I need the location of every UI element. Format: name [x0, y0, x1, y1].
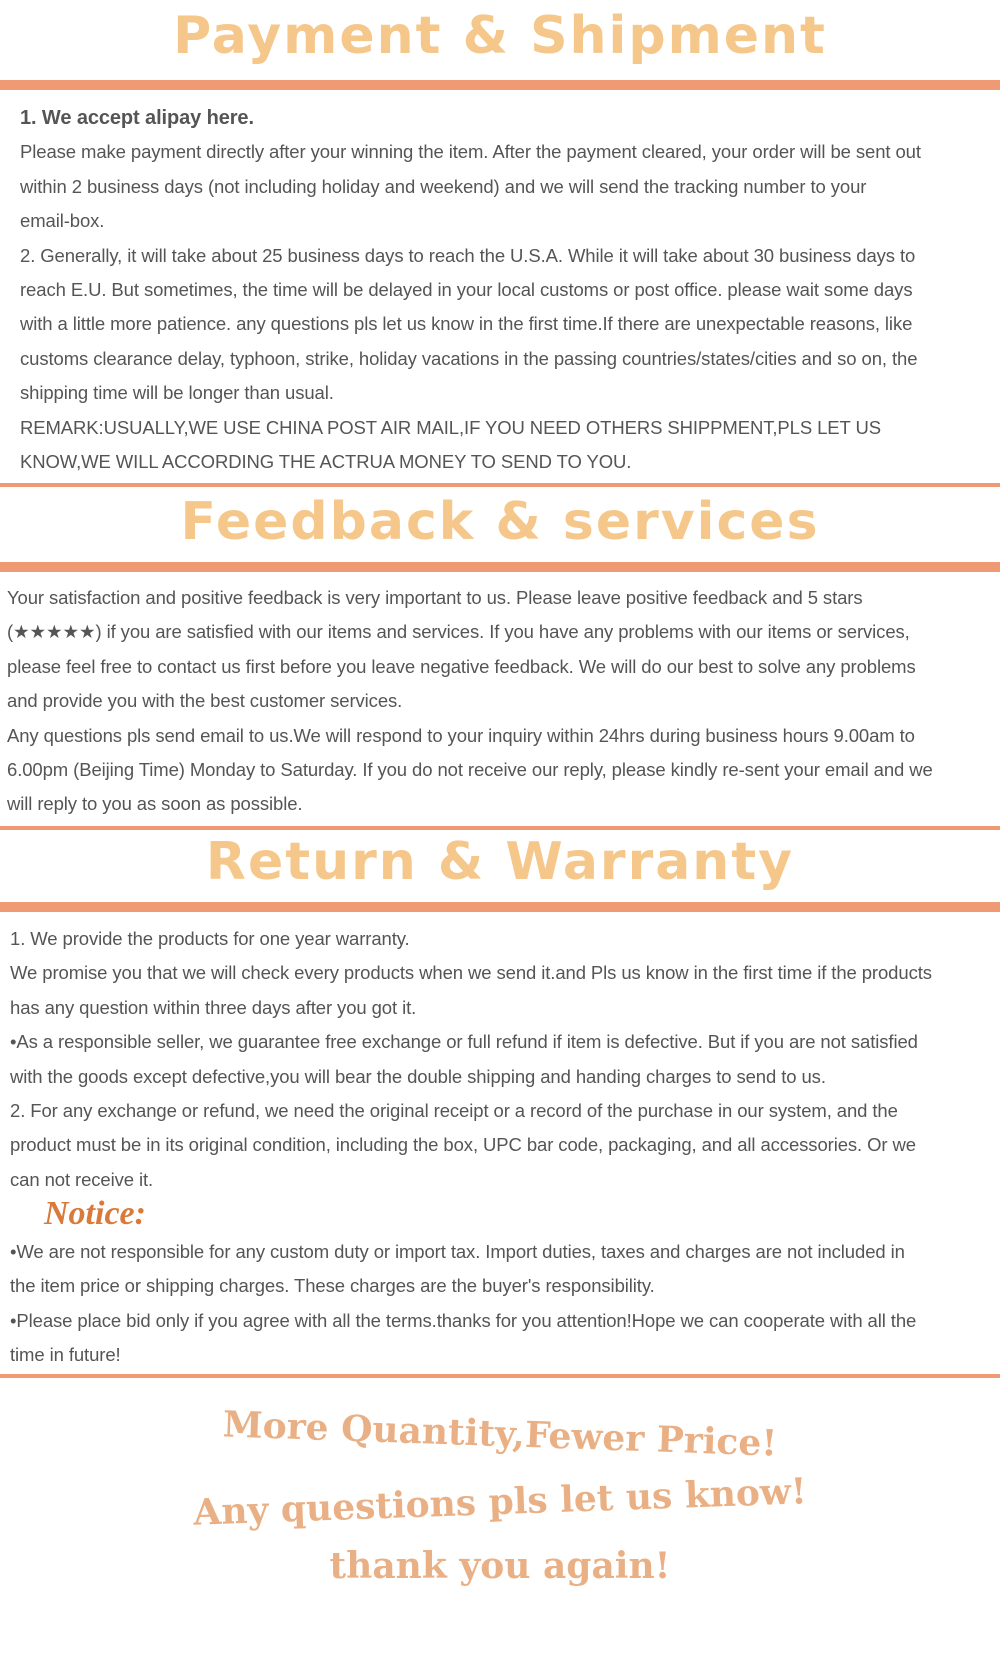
warranty-line: 2. For any exchange or refund, we need the original receipt or a record of the purchase in our system, and the — [10, 1100, 898, 1122]
payment-line: Please make payment directly after your winning the item. After the payment cleared, your order will be sent out — [20, 141, 921, 163]
section-divider — [0, 562, 1000, 572]
payment-line: email-box. — [20, 210, 105, 232]
payment-line: shipping time will be longer than usual. — [20, 382, 334, 404]
section-divider — [0, 1374, 1000, 1378]
warranty-line: •As a responsible seller, we guarantee free exchange or full refund if item is defective. But if you are not satisfied — [10, 1031, 918, 1053]
notice-text-block — [10, 1235, 916, 1373]
notice-line: •Please place bid only if you agree with all the terms.thanks for you attention!Hope we can cooperate with all the — [10, 1309, 917, 1331]
section-divider — [0, 483, 1000, 487]
payment-line: reach E.U. But sometimes, the time will be delayed in your local customs or post office. please wait some days — [20, 279, 913, 301]
warranty-line: 1. We provide the products for one year warranty. — [10, 928, 410, 949]
payment-text-block — [20, 101, 921, 479]
warranty-line: product must be in its original condition, including the box, UPC bar code, packaging, and all accessories. Or we — [10, 1134, 916, 1156]
payment-line: 2. Generally, it will take about 25 business days to reach the U.S.A. While it will take about 30 business days to — [20, 244, 916, 266]
notice-line: the item price or shipping charges. These charges are the buyer's responsibility. — [10, 1275, 655, 1297]
warranty-line: We promise you that we will check every products when we send it.and Pls us know in the first time if the products — [10, 962, 932, 984]
feedback-line: (★★★★★) if you are satisfied with our items and services. If you have any problems with our items or services, — [7, 621, 910, 643]
warranty-line: with the goods except defective,you will bear the double shipping and handing charges to send to us. — [10, 1065, 826, 1087]
notice-line: time in future! — [10, 1344, 121, 1366]
closing-line-quantity: More Quantity,Fewer Price! — [222, 1403, 778, 1465]
warranty-line: can not receive it. — [10, 1168, 154, 1190]
feedback-line: 6.00pm (Beijing Time) Monday to Saturday. If you do not receive our reply, please kindly re-sent your email and we — [7, 759, 933, 781]
payment-line: KNOW,WE WILL ACCORDING THE ACTRUA MONEY TO SEND TO YOU. — [20, 451, 632, 473]
feedback-services-heading: Feedback & services — [180, 492, 820, 552]
payment-line: with a little more patience. any questions pls let us know in the first time.If there are unexpectable reasons, like — [20, 313, 913, 335]
notice-line: •We are not responsible for any custom duty or import tax. Import duties, taxes and charges are not included in — [10, 1241, 905, 1262]
warranty-line: has any question within three days after you got it. — [10, 996, 417, 1018]
feedback-line: Your satisfaction and positive feedback is very important to us. Please leave positive feedback and 5 stars — [7, 587, 863, 608]
notice-label: Notice: — [44, 1195, 146, 1232]
feedback-text-block — [7, 581, 933, 822]
section-divider — [0, 902, 1000, 912]
payment-line: REMARK:USUALLY,WE USE CHINA POST AIR MAIL,IF YOU NEED OTHERS SHIPPMENT,PLS LET US — [20, 416, 881, 438]
closing-line-thanks: thank you again! — [329, 1545, 671, 1587]
feedback-line: Any questions pls send email to us.We will respond to your inquiry within 24hrs during business hours 9.00am to — [7, 724, 915, 746]
payment-line: 1. We accept alipay here. — [20, 107, 254, 129]
payment-shipment-heading: Payment & Shipment — [173, 6, 827, 66]
payment-line: customs clearance delay, typhoon, strike, holiday vacations in the passing countries/states/cities and so on, the — [20, 347, 918, 369]
section-divider — [0, 826, 1000, 830]
warranty-text-block — [10, 922, 932, 1197]
feedback-line: and provide you with the best customer services. — [7, 690, 403, 712]
section-divider — [0, 80, 1000, 90]
feedback-line: please feel free to contact us first before you leave negative feedback. We will do our best to solve any problems — [7, 655, 916, 677]
feedback-line: will reply to you as soon as possible. — [7, 793, 303, 815]
return-warranty-heading: Return & Warranty — [205, 832, 795, 892]
payment-line: within 2 business days (not including holiday and weekend) and we will send the tracking number to your — [20, 175, 867, 197]
closing-line-questions: Any questions pls let us know! — [192, 1470, 808, 1534]
